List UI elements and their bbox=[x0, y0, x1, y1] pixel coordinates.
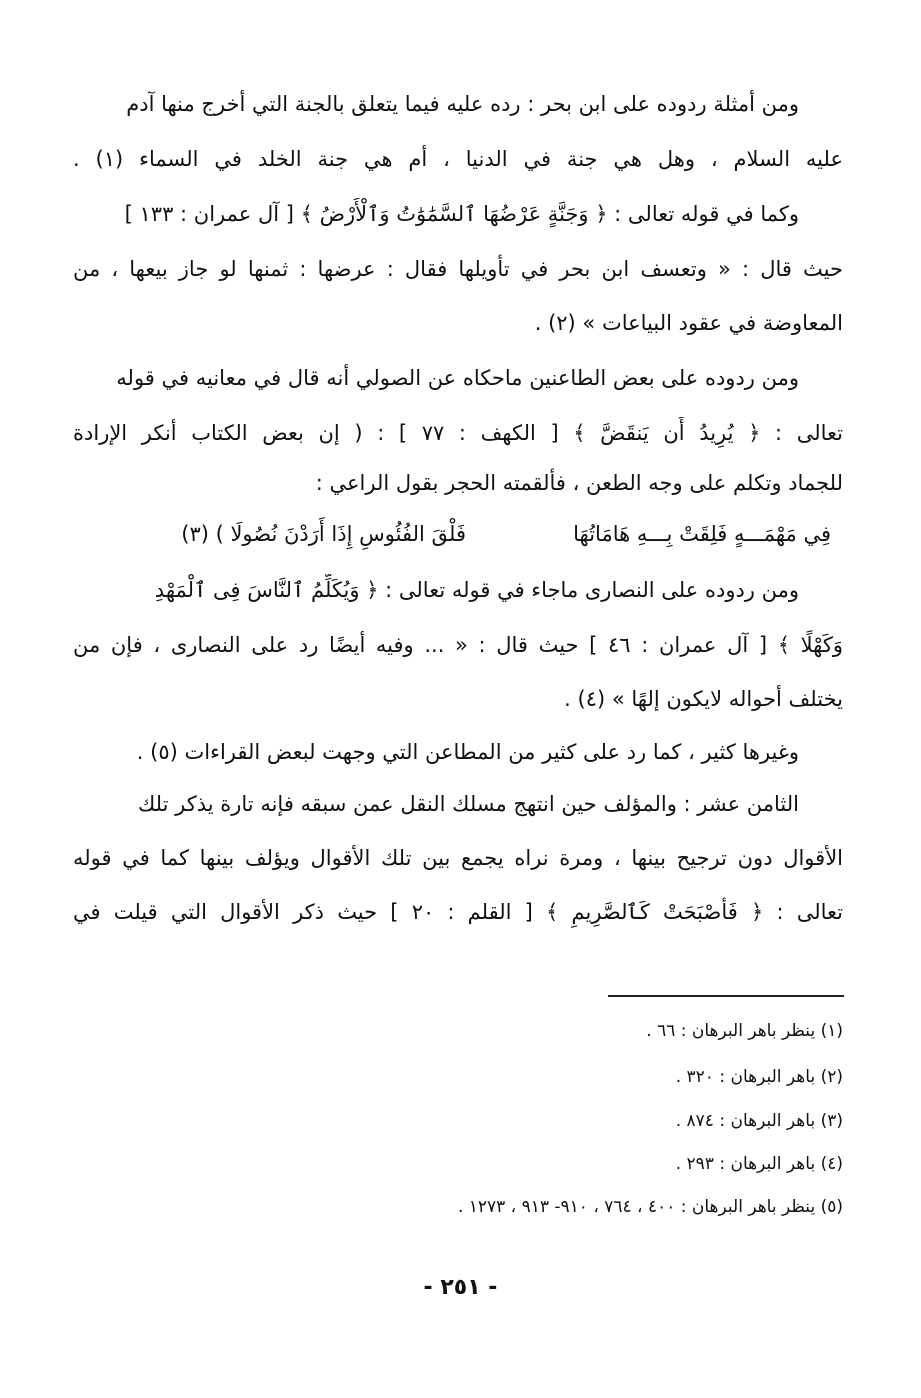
verse-first-hemistich: فِي مَهْمَـــهٍ فَلِقَتْ بِـــهِ هَامَاتُهَا bbox=[573, 522, 831, 546]
footnote: (٤) باهر البرهان : ٢٩٣ . bbox=[675, 1154, 843, 1174]
body-line: ومن ردوده على النصارى ماجاء في قوله تعالى : ﴿ وَيُكَلِّمُ ٱلنَّاسَ فِى ٱلْمَهْدِ bbox=[154, 578, 799, 602]
page-number: - ٢٥١ - bbox=[423, 1275, 498, 1300]
body-line: تعالى : ﴿ يُرِيدُ أَن يَنقَضَّ ﴾ [ الكهف : ٧٧ ] : ( إن بعض الكتاب أنكر الإرادة bbox=[73, 421, 843, 445]
body-line: ومن ردوده على بعض الطاعنين ماحكاه عن الصولي أنه قال في معانيه في قوله bbox=[116, 366, 799, 390]
body-line: المعاوضة في عقود البياعات » (٢) . bbox=[534, 311, 843, 335]
footnote: (٢) باهر البرهان : ٣٢٠ . bbox=[675, 1067, 843, 1087]
body-line: حيث قال : « وتعسف ابن بحر في تأويلها فقال : عرضها : ثمنها لو جاز بيعها ، من bbox=[73, 257, 843, 281]
body-line: عليه السلام ، وهل هي جنة في الدنيا ، أم هي جنة الخلد في السماء (١) . bbox=[73, 147, 843, 171]
body-line: وَكَهْلًا ﴾ [ آل عمران : ٤٦ ] حيث قال : « ... وفيه أيضًا رد على النصارى ، فإن من bbox=[73, 633, 843, 657]
body-line: الأقوال دون ترجيح بينها ، ومرة نراه يجمع بين تلك الأقوال ويؤلف بينها كما في قوله bbox=[73, 846, 843, 870]
body-line: الثامن عشر : والمؤلف حين انتهج مسلك النقل عمن سبقه فإنه تارة يذكر تلك bbox=[137, 792, 799, 816]
body-line: وغيرها كثير ، كما رد على كثير من المطاعن التي وجهت لبعض القراءات (٥) . bbox=[136, 740, 799, 764]
body-line: تعالى : ﴿ فَأَصْبَحَتْ كَٱلصَّرِيمِ ﴾ [ القلم : ٢٠ ] حيث ذكر الأقوال التي قيلت في bbox=[73, 900, 843, 924]
footnote: (٣) باهر البرهان : ٨٧٤ . bbox=[675, 1111, 843, 1131]
footnote: (٥) ينظر باهر البرهان : ٤٠٠ ، ٧٦٤ ، ٩١٠- ٩١٣ ، ١٢٧٣ . bbox=[457, 1197, 843, 1217]
body-line: ومن أمثلة ردوده على ابن بحر : رده عليه فيما يتعلق بالجنة التي أخرج منها آدم bbox=[126, 92, 799, 116]
footnote-separator bbox=[608, 995, 844, 997]
footnote: (١) ينظر باهر البرهان : ٦٦ . bbox=[646, 1021, 843, 1041]
body-line: وكما في قوله تعالى : ﴿ وَجَنَّةٍ عَرْضُهَا ٱلسَّمَٰوَٰتُ وَٱلْأَرْضُ ﴾ [ آل عمران : ١٣٣ ] bbox=[124, 202, 799, 226]
body-line: يختلف أحواله لايكون إلهًا » (٤) . bbox=[564, 687, 843, 711]
body-line: للجماد وتكلم على وجه الطعن ، فألقمته الحجر بقول الراعي : bbox=[315, 471, 843, 495]
verse-second-hemistich: فَلْقَ الفُئُوسِ إِذَا أَرَدْنَ نُصُولَا ) (٣) bbox=[181, 522, 466, 546]
